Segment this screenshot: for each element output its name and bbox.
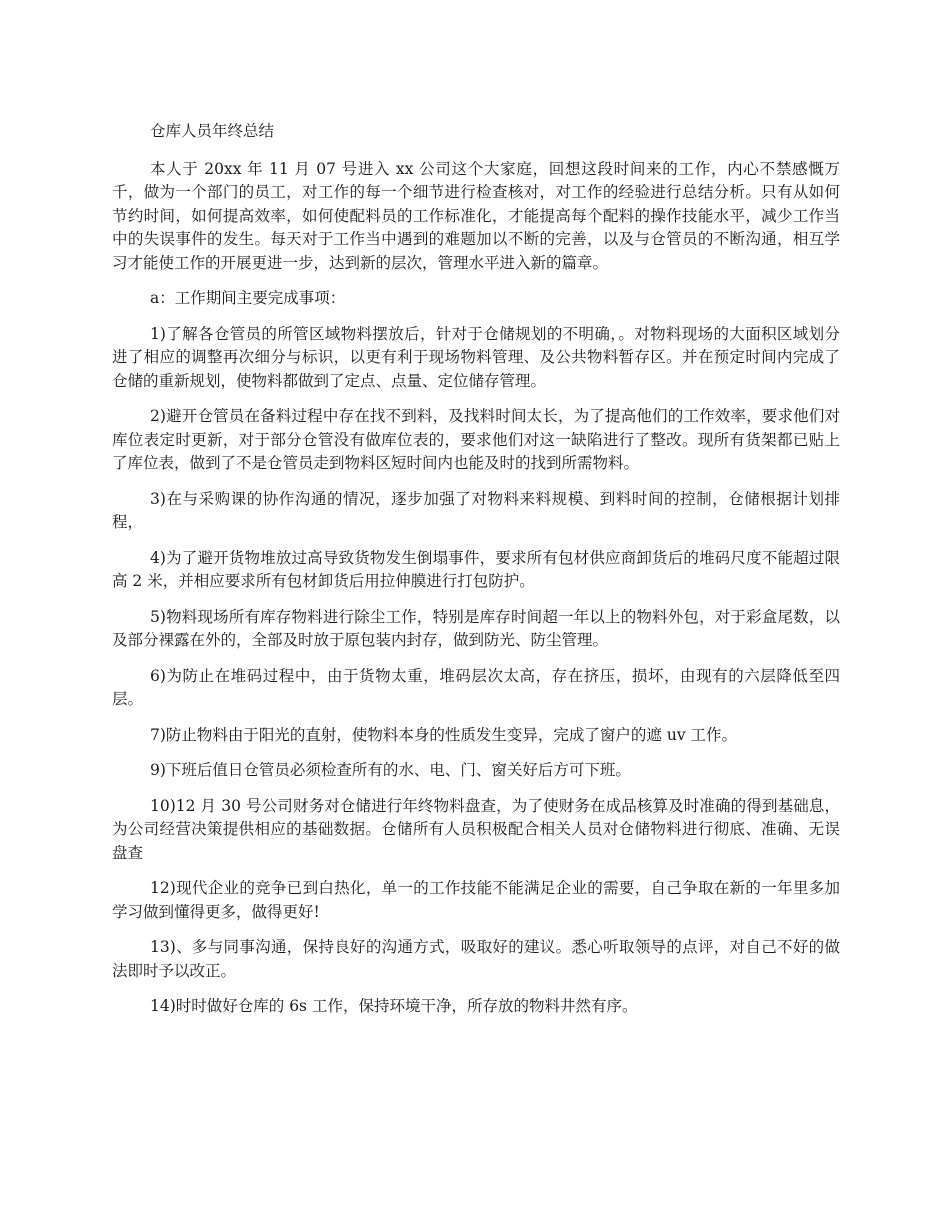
paragraph-intro: 本人于 20xx 年 11 月 07 号进入 xx 公司这个大家庭，回想这段时间来的工作，内心不禁感慨万千，做为一个部门的员工，对工作的每一个细节进行检查核对，对工作的经验进行总结分析。只有从如何节约时间，如何提高效率，如何使配料员的工作标准化，才能提高每个配料的操作技能水平，减少工作当中的失误事件的发生。每天对于工作当中遇到的难题加以不断的完善，以及与仓管员的不断沟通，相互学习才能使工作的开展更进一步，达到新的层次，管理水平进入新的篇章。: [112, 159, 840, 272]
paragraph-item-7: 7)防止物料由于阳光的直射，使物料本身的性质发生变异，完成了窗户的遮 uv 工作。: [150, 725, 738, 744]
paragraph-item-4: 4)为了避开货物堆放过高导致货物发生倒塌事件，要求所有包材供应商卸货后的堆码尺度不能超过限高 2 米，并相应要求所有包材卸货后用拉伸膜进行打包防护。: [112, 548, 840, 590]
paragraph-item-3: 3)在与采购课的协作沟通的情况，逐步加强了对物料来料规模、到料时间的控制，仓储根据计划排程，: [112, 489, 840, 531]
paragraph-item-13: 13)、多与同事沟通，保持良好的沟通方式，吸取好的建议。悉心听取领导的点评，对自己不好的做法即时予以改正。: [112, 938, 840, 980]
paragraph-item-6: 6)为防止在堆码过程中，由于货物太重，堆码层次太高，存在挤压，损坏，由现有的六层降低至四层。: [112, 666, 840, 708]
document-title: 仓库人员年终总结: [150, 122, 275, 140]
paragraph-section-heading: a：工作期间主要完成事项：: [150, 289, 346, 307]
paragraph-item-10: 10)12 月 30 号公司财务对仓储进行年终物料盘查，为了使财务在成品核算及时准确的得到基础息，为公司经营决策提供相应的基础数据。仓储所有人员积极配合相关人员对仓储物料进行彻底、准确、无误盘查: [112, 796, 840, 862]
paragraph-item-9: 9)下班后值日仓管员必须检查所有的水、电、门、窗关好后方可下班。: [150, 761, 631, 779]
paragraph-item-2: 2)避开仓管员在备料过程中存在找不到料，及找料时间太长，为了提高他们的工作效率，要求他们对库位表定时更新，对于部分仓管没有做库位表的，要求他们对这一缺陷进行了整改。现所有货架都已贴上了库位表，做到了不是仓管员走到物料区短时间内也能及时的找到所需物料。: [112, 407, 840, 472]
document-body: [112, 120, 840, 1031]
paragraph-item-5: 5)物料现场所有库存物料进行除尘工作，特别是库存时间超一年以上的物料外包，对于彩盒尾数，以及部分裸露在外的，全部及时放于原包装内封存，做到防光、防尘管理。: [112, 607, 840, 649]
paragraph-item-12: 12)现代企业的竞争已到白热化，单一的工作技能不能满足企业的需要，自己争取在新的一年里多加学习做到懂得更多，做得更好!: [112, 879, 840, 921]
paragraph-item-1: 1)了解各仓管员的所管区域物料摆放后，针对于仓储规划的不明确，。对物料现场的大面积区域划分进了相应的调整再次细分与标识，以更有利于现场物料管理、及公共物料暂存区。并在预定时间内完成了仓储的重新规划，使物料都做到了定点、点量、定位储存管理。: [112, 324, 840, 390]
paragraph-item-14: 14)时时做好仓库的 6s 工作，保持环境干净，所存放的物料井然有序。: [150, 997, 638, 1015]
